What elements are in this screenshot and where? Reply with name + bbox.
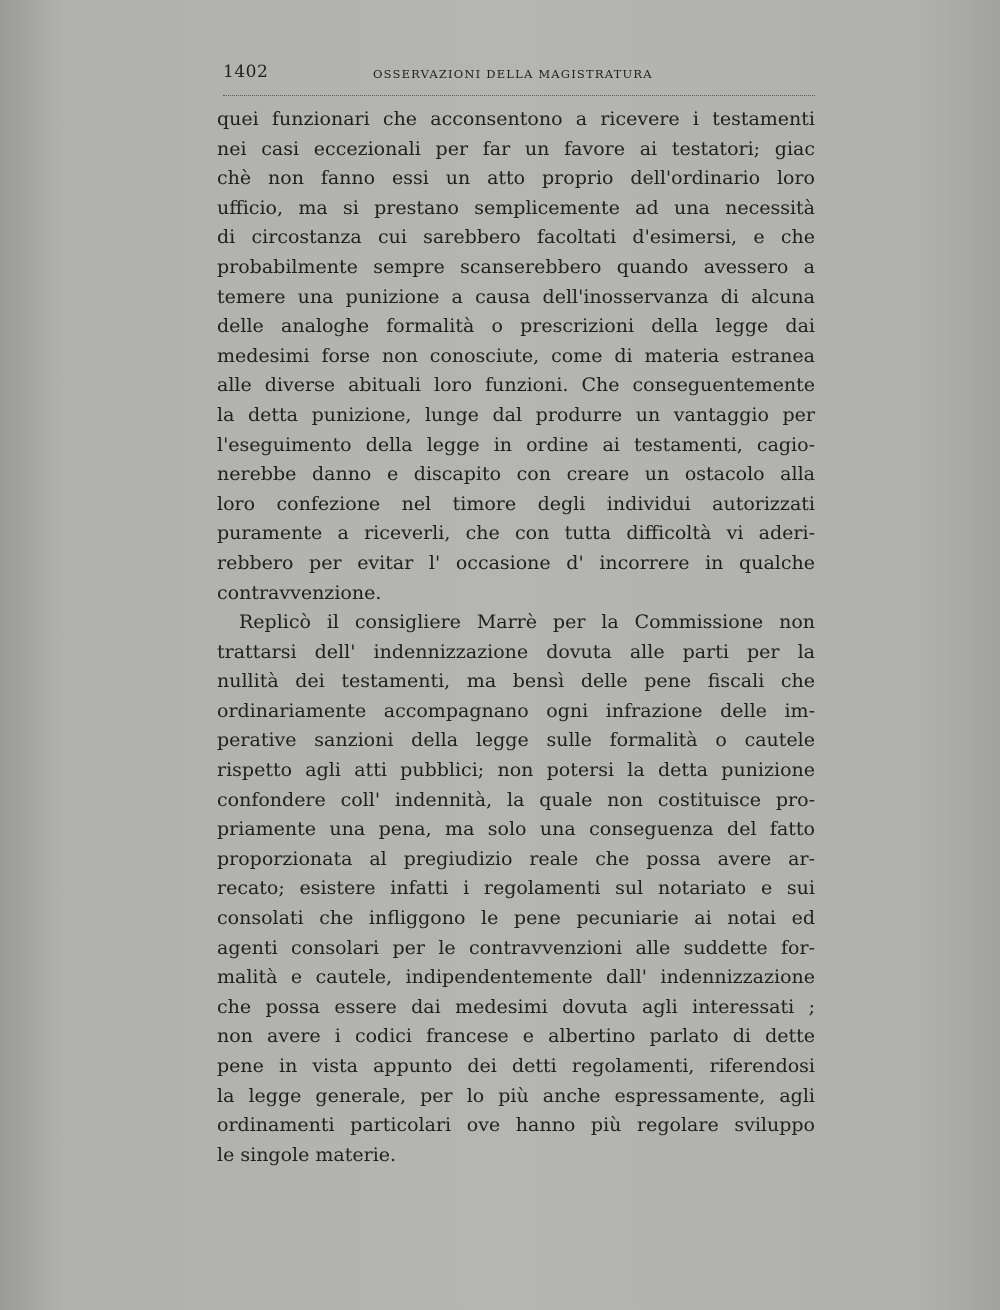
text-line: pene in vista appunto dei detti regolamenti, riferendosi — [217, 1055, 815, 1077]
text-line: rebbero per evitar l' occasione d' incorrere in qualche — [217, 551, 815, 574]
text-line: chè non fanno essi un atto proprio dell'ordinario loro — [217, 167, 815, 190]
text-line: proporzionata al pregiudizio reale che possa avere ar- — [217, 847, 815, 870]
text-line: ufficio, ma si prestano semplicemente ad una necessità — [217, 196, 815, 219]
running-head: OSSERVAZIONI DELLA MAGISTRATURA — [373, 67, 653, 81]
text-line: medesimi forse non conosciute, come di materia estranea — [217, 344, 815, 367]
text-line: non avere i codici francese e albertino parlato di dette — [217, 1025, 815, 1048]
text-line: confondere coll' indennità, la quale non costituisce pro- — [217, 788, 815, 811]
text-line: rispetto agli atti pubblici; non potersi la detta punizione — [217, 759, 815, 782]
text-line: ordinamenti particolari ove hanno più regolare sviluppo — [217, 1114, 815, 1137]
page-number: 1402 — [223, 62, 269, 82]
text-line: l'eseguimento della legge in ordine ai testamenti, cagio- — [217, 433, 815, 456]
text-line: temere una punizione a causa dell'inosservanza di alcuna — [217, 285, 815, 308]
text-line: nullità dei testamenti, ma bensì delle pene fiscali che — [217, 670, 815, 693]
body-text — [217, 105, 815, 1170]
text-line: che possa essere dai medesimi dovuta agli interessati ; — [217, 995, 815, 1018]
text-line: recato; esistere infatti i regolamenti sul notariato e sui — [217, 877, 815, 900]
text-line: nei casi eccezionali per far un favore ai testatori; giac — [217, 137, 815, 160]
text-line: priamente una pena, ma solo una conseguenza del fatto — [217, 818, 815, 841]
text-line: di circostanza cui sarebbero facoltati d'esimersi, e che — [217, 226, 815, 249]
text-line: puramente a riceverli, che con tutta difficoltà vi aderi- — [217, 522, 815, 545]
text-line: alle diverse abituali loro funzioni. Che conseguentemente — [217, 374, 815, 397]
text-line: contravvenzione. — [217, 581, 382, 604]
text-line: la legge generale, per lo più anche espressamente, agli — [217, 1084, 815, 1107]
text-line: quei funzionari che acconsentono a ricevere i testamenti — [217, 108, 815, 130]
text-line: la detta punizione, lunge dal produrre un vantaggio per — [217, 403, 815, 426]
text-line: Replicò il consigliere Marrè per la Commissione non — [239, 611, 815, 634]
text-line: probabilmente sempre scanserebbero quando avessero a — [217, 255, 815, 278]
text-line: loro confezione nel timore degli individui autorizzati — [217, 492, 815, 515]
text-line: consolati che infliggono le pene pecuniarie ai notai ed — [217, 907, 815, 930]
paragraph — [217, 608, 815, 1170]
page-header — [223, 62, 815, 92]
text-line: le singole materie. — [217, 1143, 397, 1166]
text-line: nerebbe danno e discapito con creare un ostacolo alla — [217, 463, 815, 486]
text-line: delle analoghe formalità o prescrizioni della legge dai — [217, 315, 815, 338]
paragraph — [217, 105, 815, 608]
text-line: ordinariamente accompagnano ogni infrazione delle im- — [217, 699, 815, 722]
text-line: trattarsi dell' indennizzazione dovuta alle parti per la — [217, 640, 815, 663]
header-rule — [223, 95, 815, 96]
text-line: agenti consolari per le contravvenzioni alle suddette for- — [217, 936, 815, 959]
text-line: malità e cautele, indipendentemente dall' indennizzazione — [217, 966, 815, 989]
text-line: perative sanzioni della legge sulle formalità o cautele — [217, 729, 815, 752]
